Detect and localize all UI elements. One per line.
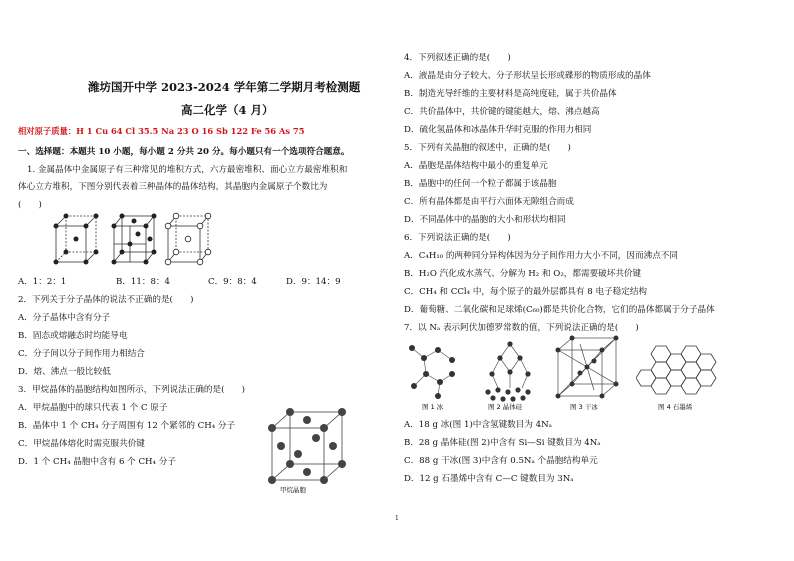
fcc-structure-figure [110, 212, 158, 268]
silicon-structure-figure [478, 338, 542, 412]
q4-option-a[interactable]: A．液晶是由分子较大、分子形状呈长形或碟形的物质形成的晶体 [404, 71, 651, 81]
q7-option-a[interactable]: A．18 g 冰(图 1)中含氢键数目为 4Nₐ [404, 420, 552, 430]
q7-option-c[interactable]: C．88 g 干冰(图 3)中含有 0.5Nₐ 个晶胞结构单元 [404, 456, 598, 466]
q7-stem: 7．以 Nₐ 表示阿伏加德罗常数的值，下列说法正确的是( ) [404, 323, 639, 333]
fig3-caption: 图 3 干冰 [570, 403, 598, 411]
atomic-mass-line: 相对原子质量：H 1 Cu 64 Cl 35.5 Na 23 O 16 Sb 122 Fe 56 As 75 [18, 126, 305, 136]
q1-stem-line2: 体心立方堆积，下图分别代表着三种晶体的晶体结构，其晶胞内金属原子个数比为 [18, 182, 328, 192]
q6-option-b[interactable]: B．H₂O 汽化成水蒸气、分解为 H₂ 和 O₂，都需要破坏共价键 [404, 269, 642, 279]
q3-stem: 3．甲烷晶体的晶胞结构如图所示，下列说法正确的是( ) [18, 385, 246, 395]
q6-option-a[interactable]: A．C₄H₁₀ 的两种同分异构体因为分子间作用力大小不同，因而沸点不同 [404, 251, 678, 261]
q1-option-a[interactable]: A．1：2：1 [18, 277, 67, 287]
q4-option-b[interactable]: B．制造光导纤维的主要材料是高纯度硅，属于共价晶体 [404, 89, 617, 99]
q1-option-c[interactable]: C．9：8：4 [208, 277, 257, 287]
bcc-structure-figure [164, 212, 212, 268]
section-heading: 一、选择题：本题共 10 小题，每小题 2 分共 20 分。每小题只有一个选项符合题意。 [18, 147, 350, 157]
q2-option-b[interactable]: B．固态或熔融态时均能导电 [18, 331, 128, 341]
q1-stem-line3: ( ) [18, 200, 42, 210]
fig1-caption: 图 1 冰 [422, 403, 444, 411]
dry-ice-structure-figure [552, 334, 624, 412]
q3-option-c[interactable]: C．甲烷晶体熔化时需克服共价键 [18, 439, 145, 449]
q5-option-b[interactable]: B．晶胞中的任何一个粒子都属于该晶胞 [404, 179, 557, 189]
methane-cell-figure [266, 408, 350, 494]
q3-option-d[interactable]: D．1 个 CH₄ 晶胞中含有 6 个 CH₄ 分子 [18, 457, 176, 467]
q7-option-d[interactable]: D．12 g 石墨烯中含有 C—C 键数目为 3Nₐ [404, 474, 574, 484]
methane-cell-caption: 甲烷晶胞 [280, 486, 306, 494]
q5-option-a[interactable]: A．晶胞是晶体结构中最小的重复单元 [404, 161, 548, 171]
q2-option-c[interactable]: C．分子间以分子间作用力相结合 [18, 349, 145, 359]
exam-subtitle: 高二化学（4 月） [181, 103, 274, 117]
q5-option-c[interactable]: C．所有晶体都是由平行六面体无隙组合而成 [404, 197, 574, 207]
page-number: 1 [395, 515, 399, 522]
ice-structure-figure [404, 338, 462, 412]
fig2-caption: 图 2 晶体硅 [488, 403, 523, 411]
q7-option-b[interactable]: B．28 g 晶体硅(图 2)中含有 Si—Si 键数目为 4Nₐ [404, 438, 601, 448]
q1-option-b[interactable]: B．11：8：4 [116, 277, 170, 287]
q2-option-a[interactable]: A．分子晶体中含有分子 [18, 313, 111, 323]
hcp-structure-figure [46, 212, 106, 268]
q5-stem: 5．下列有关晶胞的叙述中，正确的是( ) [404, 143, 571, 153]
q5-option-d[interactable]: D．不同晶体中的晶胞的大小和形状均相同 [404, 215, 566, 225]
fig4-caption: 图 4 石墨烯 [658, 403, 693, 411]
q2-stem: 2．下列关于分子晶体的说法不正确的是( ) [18, 295, 194, 305]
q6-option-d[interactable]: D．葡萄糖、二氧化碳和足球烯(C₆₀)都是共价化合物，它们的晶体都属于分子晶体 [404, 305, 715, 315]
q1-stem-line1: 1. 金属晶体中金属原子有三种常见的堆积方式，六方最密堆积、面心立方最密堆积和 [27, 165, 348, 175]
q3-option-b[interactable]: B．晶体中 1 个 CH₄ 分子周围有 12 个紧邻的 CH₄ 分子 [18, 421, 236, 431]
q4-option-c[interactable]: C．共价晶体中，共价键的键能越大，熔、沸点越高 [404, 107, 600, 117]
q6-stem: 6．下列说法正确的是( ) [404, 233, 511, 243]
graphene-structure-figure [636, 340, 722, 412]
q1-option-d[interactable]: D．9：14：9 [286, 277, 341, 287]
q2-option-d[interactable]: D．熔、沸点一般比较低 [18, 367, 111, 377]
q3-option-a[interactable]: A．甲烷晶胞中的球只代表 1 个 C 原子 [18, 403, 168, 413]
q6-option-c[interactable]: C．CH₄ 和 CCl₄ 中，每个原子的最外层都具有 8 电子稳定结构 [404, 287, 648, 297]
q4-stem: 4．下列叙述正确的是( ) [404, 53, 511, 63]
q4-option-d[interactable]: D．硫化氢晶体和冰晶体升华时克服的作用力相同 [404, 125, 592, 135]
exam-title: 潍坊国开中学 2023-2024 学年第二学期月考检测题 [88, 80, 361, 94]
